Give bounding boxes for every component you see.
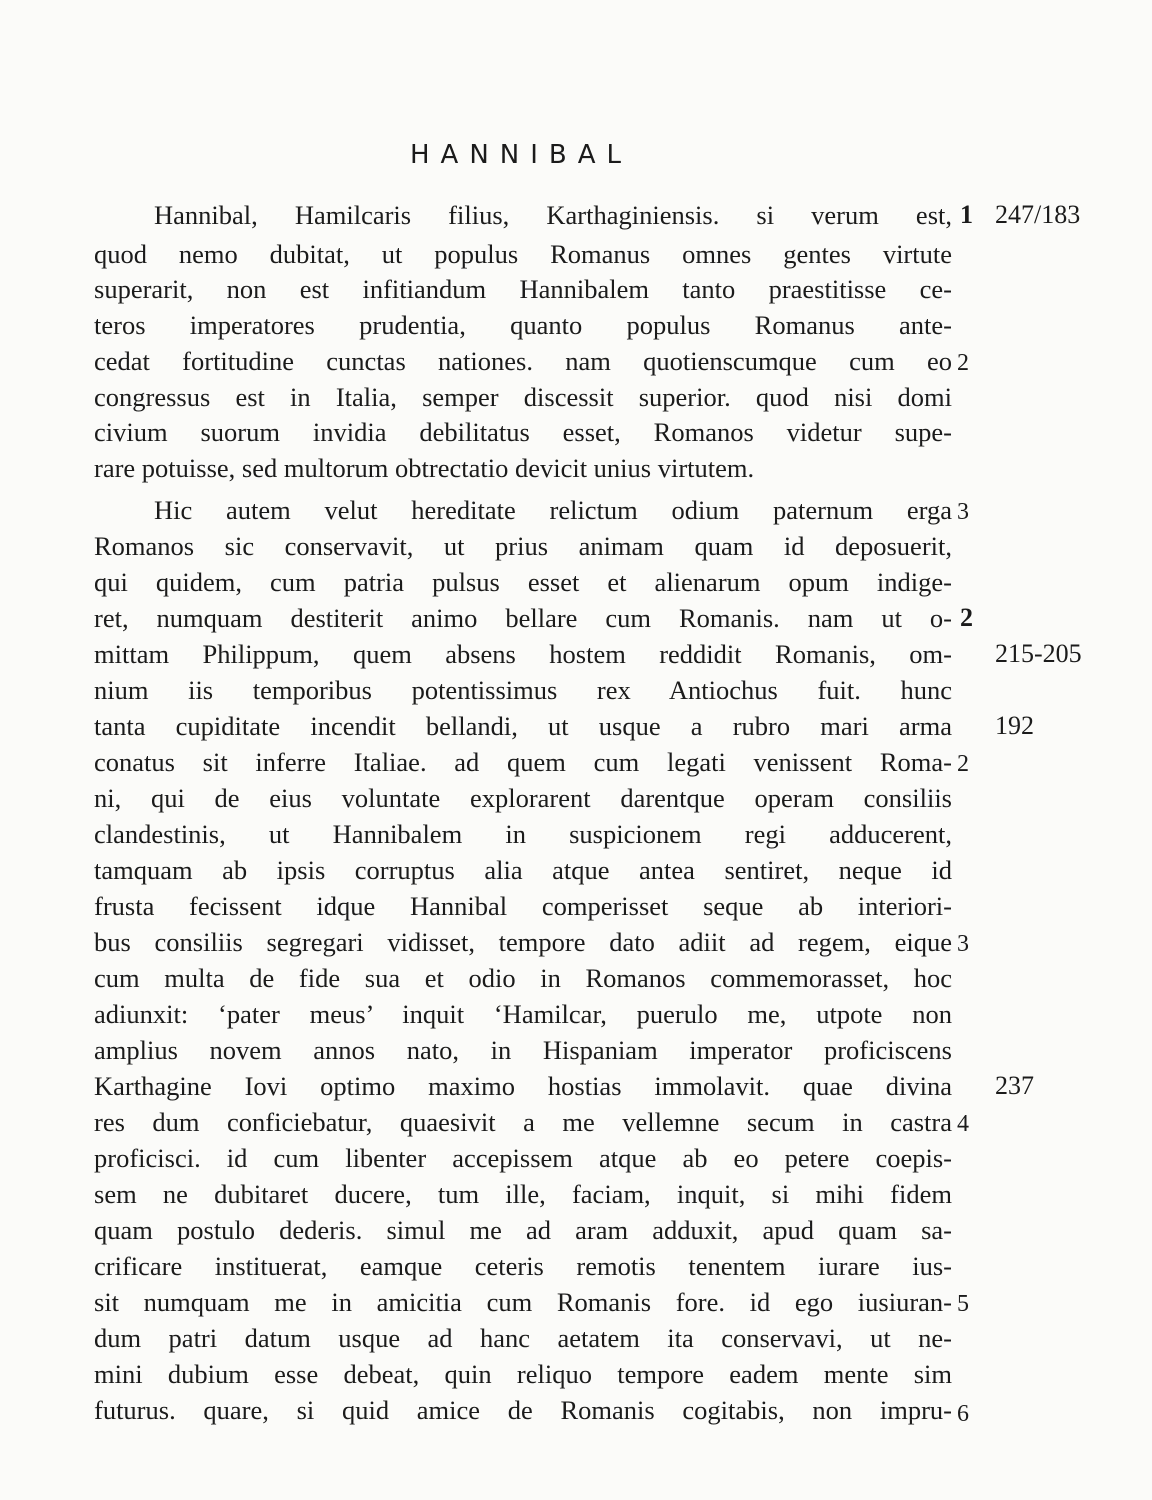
- text-line: proficisci. id cum libenter accepissem atque ab eo petere coepis-: [94, 1143, 952, 1173]
- year-note: 215-205: [995, 639, 1082, 668]
- section-number: 2: [957, 350, 969, 376]
- text-line: conatus sit inferre Italiae. ad quem cum legati venissent Roma-: [94, 747, 952, 777]
- text-line: amplius novem annos nato, in Hispaniam imperator proficiscens: [94, 1035, 952, 1065]
- section-number: 4: [957, 1111, 969, 1137]
- year-note: 237: [995, 1071, 1034, 1100]
- text-line: quod nemo dubitat, ut populus Romanus omnes gentes virtute: [94, 239, 952, 269]
- section-number: 5: [957, 1291, 969, 1317]
- text-line: sem ne dubitaret ducere, tum ille, faciam, inquit, si mihi fidem: [94, 1179, 952, 1209]
- text-line: tanta cupiditate incendit bellandi, ut usque a rubro mari arma: [94, 711, 952, 741]
- text-line: Karthagine Iovi optimo maximo hostias immolavit. quae divina: [94, 1071, 952, 1101]
- text-line: frusta fecissent idque Hannibal comperisset seque ab interiori-: [94, 891, 952, 921]
- text-line: crificare instituerat, eamque ceteris remotis tenentem iurare ius-: [94, 1251, 952, 1281]
- text-line: tamquam ab ipsis corruptus alia atque antea sentiret, neque id: [94, 855, 952, 885]
- text-line: sit numquam me in amicitia cum Romanis fore. id ego iusiuran-: [94, 1287, 952, 1317]
- text-line: ret, numquam destiterit animo bellare cum Romanis. nam ut o-: [94, 603, 952, 633]
- text-line: Romanos sic conservavit, ut prius animam quam id deposuerit,: [94, 531, 952, 561]
- section-number: 2: [957, 751, 969, 777]
- text-line: adiunxit: ‘pater meus’ inquit ‘Hamilcar, puerulo me, utpote non: [94, 999, 952, 1029]
- text-line: qui quidem, cum patria pulsus esset et alienarum opum indige-: [94, 567, 952, 597]
- chapter-title: HANNIBAL: [410, 140, 633, 170]
- text-line: cum multa de fide sua et odio in Romanos commemorasset, hoc: [94, 963, 952, 993]
- text-line: mini dubium esse debeat, quin reliquo tempore eadem mente sim: [94, 1359, 952, 1389]
- section-number: 3: [957, 931, 969, 957]
- text-line: bus consiliis segregari vidisset, tempore dato adiit ad regem, eique: [94, 927, 952, 957]
- text-line: clandestinis, ut Hannibalem in suspicionem regi adducerent,: [94, 819, 952, 849]
- text-line: quam postulo dederis. simul me ad aram adduxit, apud quam sa-: [94, 1215, 952, 1245]
- section-number: 3: [957, 499, 969, 525]
- text-line: nium iis temporibus potentissimus rex Antiochus fuit. hunc: [94, 675, 952, 705]
- text-line: congressus est in Italia, semper discessit superior. quod nisi domi: [94, 382, 952, 412]
- text-line: Hannibal, Hamilcaris filius, Karthaginiensis. si verum est,: [154, 200, 952, 230]
- text-line: futurus. quare, si quid amice de Romanis cogitabis, non impru-: [94, 1395, 952, 1425]
- chapter-number: 1: [960, 200, 973, 229]
- text-line: superarit, non est infitiandum Hannibalem tanto praestitisse ce-: [94, 274, 952, 304]
- text-line: mittam Philippum, quem absens hostem reddidit Romanis, om-: [94, 639, 952, 669]
- text-line: rare potuisse, sed multorum obtrectatio devicit unius virtutem.: [94, 453, 755, 483]
- text-line: cedat fortitudine cunctas nationes. nam quotienscumque cum eo: [94, 346, 952, 376]
- text-line: res dum conficiebatur, quaesivit a me vellemne secum in castra: [94, 1107, 952, 1137]
- year-note: 247/183: [995, 200, 1081, 229]
- text-line: ni, qui de eius voluntate explorarent darentque operam consiliis: [94, 783, 952, 813]
- chapter-number: 2: [960, 603, 973, 632]
- text-line: dum patri datum usque ad hanc aetatem ita conservavi, ut ne-: [94, 1323, 952, 1353]
- text-line: civium suorum invidia debilitatus esset, Romanos videtur supe-: [94, 417, 952, 447]
- year-note: 192: [995, 711, 1034, 740]
- section-number: 6: [957, 1401, 969, 1427]
- text-line: teros imperatores prudentia, quanto populus Romanus ante-: [94, 310, 952, 340]
- text-line: Hic autem velut hereditate relictum odium paternum erga: [154, 495, 952, 525]
